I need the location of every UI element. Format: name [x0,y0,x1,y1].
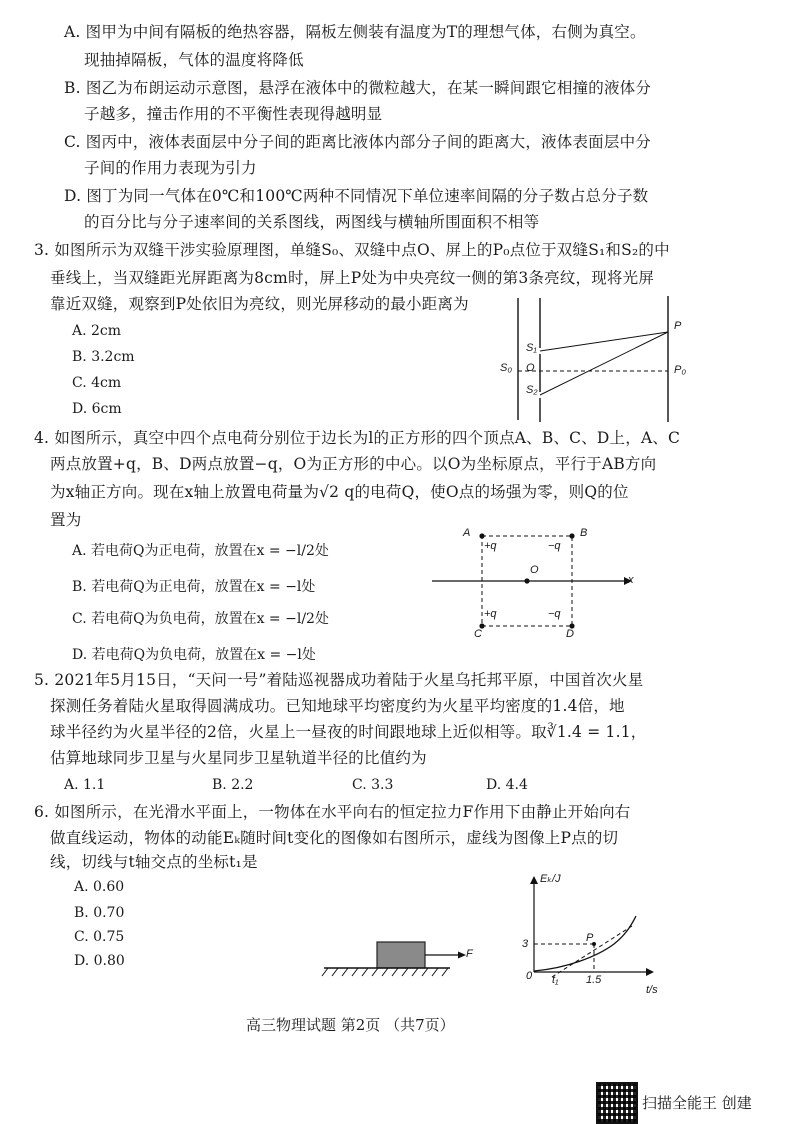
q3-choice-a: A. 2cm [72,323,122,339]
q6-stem-line1: 6. 如图所示，在光滑水平面上，一物体在水平向右的恒定拉力F作用下由静止开始向右 [34,803,631,821]
q5-choice-d: D. 4.4 [486,777,528,793]
label-o: O [526,362,535,374]
q4-choice-b: B. 若电荷Q为正电荷，放置在x = −l处 [72,579,316,595]
label-t-axis: t/s [646,984,658,996]
label-s0: S₀ [500,362,512,374]
q2-option-d-line1: D. 图丁为同一气体在0℃和100℃两种不同情况下单位速率间隔的分子数占总分子数 [64,187,649,205]
q4-choice-d: D. 若电荷Q为负电荷，放置在x = −l处 [72,647,316,663]
q5-stem-line1: 5. 2021年5月15日，“天问一号”着陆巡视器成功着陆于火星乌托邦平原，中国首次火星 [34,671,644,689]
q3-choice-b: B. 3.2cm [72,349,135,365]
label-p: P [674,320,682,332]
label-origin: 0 [526,970,533,982]
q2-option-c-line1: C. 图丙中，液体表面层中分子间的距离比液体内部分子间的距离大，液体表面层中分 [64,133,651,151]
label-a: A [463,527,471,539]
label-p0: P₀ [674,364,686,376]
q2-option-b-line1: B. 图乙为布朗运动示意图，悬浮在液体中的微粒越大，在某一瞬间跟它相撞的液体分 [64,79,652,97]
q4-stem-line4: 置为 [50,511,82,529]
q3-choice-d: D. 6cm [72,401,122,417]
q2-option-c-line2: 子间的作用力表现为引力 [84,159,257,177]
label-b: B [580,527,588,539]
q2-option-a-line1: A. 图甲为中间有隔板的绝热容器，隔板左侧装有温度为T的理想气体，右侧为真空。 [64,23,646,41]
q5-stem-line3: 球半径约为火星半径的2倍，火星上一昼夜的时间跟地球上近似相等。取∛1.4 = 1.1， [50,723,647,741]
q5-choice-c: C. 3.3 [352,777,394,793]
label-y-3: 3 [522,938,529,950]
q2-option-a-line2: 现抽掉隔板，气体的温度将降低 [84,51,304,69]
label-point-p: P [586,932,594,944]
q5-stem-line2: 探测任务着陆火星取得圆满成功。已知地球平均密度约为火星平均密度的1.4倍，地 [50,697,625,715]
label-t1: t₁ [552,974,559,986]
q6-choice-c: C. 0.75 [74,929,125,945]
label-s2: S₂ [526,384,538,396]
label-ek-axis: Eₖ/J [540,873,561,885]
q4-choice-c: C. 若电荷Q为负电荷，放置在x = −l/2处 [72,611,329,627]
label-o-center: O [530,564,539,576]
page-footer: 高三物理试题 第2页 （共7页） [246,1016,455,1034]
q4-charge-square-diagram [428,528,648,638]
label-b-charge: −q [548,540,561,552]
q5-stem-line4: 估算地球同步卫星与火星同步卫星轨道半径的比值约为 [50,749,427,767]
label-c: C [474,628,482,640]
q3-stem-line1: 3. 如图所示为双缝干涉实验原理图，单缝S₀、双缝中点O、屏上的P₀点位于双缝S₁和S₂的中 [34,241,670,259]
q6-block-diagram [322,938,482,982]
q3-choice-c: C. 4cm [72,375,122,391]
label-1-5: 1.5 [586,974,602,986]
q3-double-slit-diagram [500,290,700,430]
q4-choice-a: A. 若电荷Q为正电荷，放置在x = −l/2处 [72,543,329,559]
scanner-watermark: 扫描全能王 创建 [642,1094,752,1112]
label-x-axis: x [628,574,634,586]
q4-stem-line1: 4. 如图所示，真空中四个点电荷分别位于边长为l的正方形的四个顶点A、B、C、D上，A、C [34,429,681,447]
q6-stem-line3: 线，切线与t轴交点的坐标t₁是 [50,853,258,871]
q5-choice-a: A. 1.1 [64,777,106,793]
q6-stem-line2: 做直线运动，物体的动能Eₖ随时间t变化的图像如右图所示，虚线为图像上P点的切 [50,829,619,847]
q6-choice-b: B. 0.70 [74,905,125,921]
qr-code-icon [596,1082,638,1124]
q4-stem-line3: 为x轴正方向。现在x轴上放置电荷量为√2 q的电荷Q，使O点的场强为零，则Q的位 [50,483,629,501]
q4-stem-line2: 两点放置+q，B、D两点放置−q，O为正方形的中心。以O为坐标原点，平行于AB方向 [50,455,657,473]
q6-ek-t-graph [528,872,658,982]
label-c-charge: +q [484,608,497,620]
q5-choice-b: B. 2.2 [212,777,254,793]
label-d-charge: −q [548,608,561,620]
q2-option-d-line2: 的百分比与分子速率间的关系图线，两图线与横轴所围面积不相等 [84,213,540,231]
label-s1: S₁ [526,342,537,354]
q6-choice-a: A. 0.60 [74,879,125,895]
q3-stem-line3: 靠近双缝，观察到P处依旧为亮纹，则光屏移动的最小距离为 [50,295,469,313]
q3-stem-line2: 垂线上，当双缝距光屏距离为8cm时，屏上P处为中央亮纹一侧的第3条亮纹，现将光屏 [50,269,655,287]
label-d: D [566,628,574,640]
label-a-charge: +q [484,540,497,552]
label-force-f: F [466,948,473,960]
q6-choice-d: D. 0.80 [74,953,125,969]
q2-option-b-line2: 子越多，撞击作用的不平衡性表现得越明显 [84,105,383,123]
